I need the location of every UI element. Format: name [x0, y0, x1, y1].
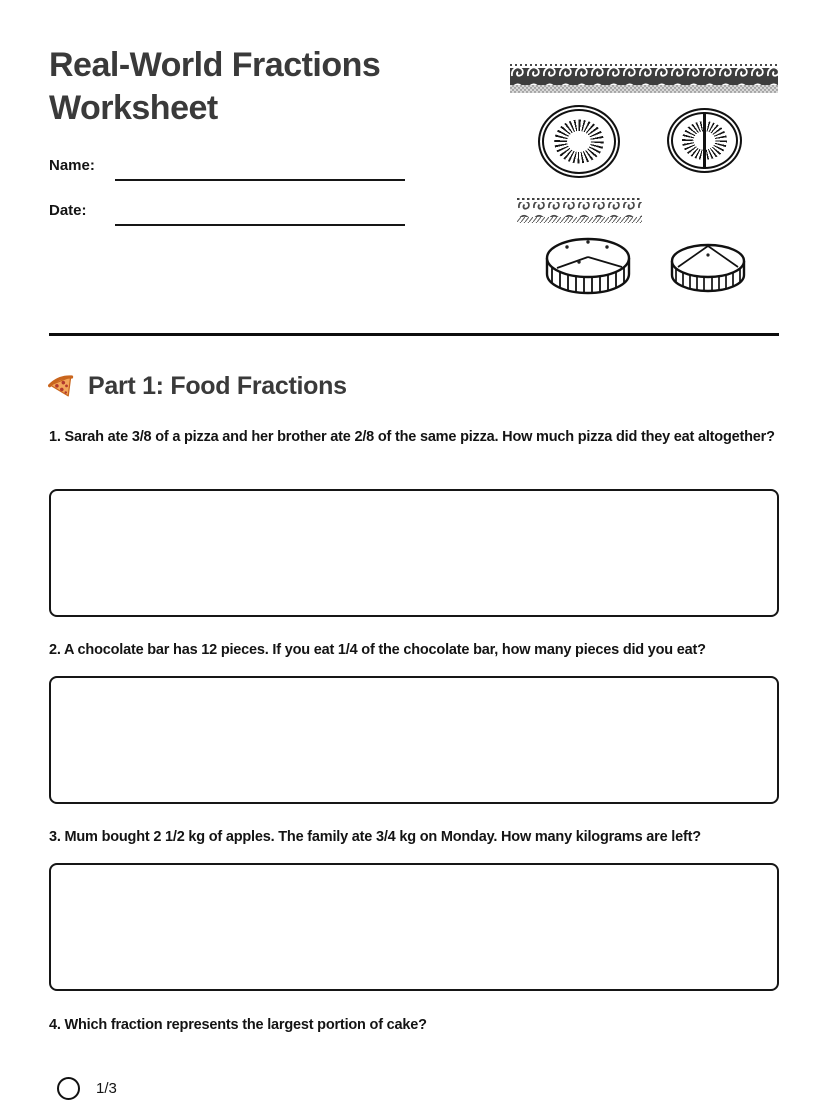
- answer-box-2[interactable]: [49, 676, 779, 804]
- answer-box-3[interactable]: [49, 863, 779, 991]
- question-3: 3. Mum bought 2 1/2 kg of apples. The family ate 3/4 kg on Monday. How many kilograms are left?: [49, 829, 701, 845]
- name-input-line[interactable]: [115, 179, 405, 181]
- question-2: 2. A chocolate bar has 12 pieces. If you eat 1/4 of the chocolate bar, how many pieces did you eat?: [49, 642, 706, 658]
- name-field-row: [49, 157, 95, 187]
- pizza-icon: [48, 373, 76, 401]
- question-4: 4. Which fraction represents the largest portion of cake?: [49, 1017, 427, 1033]
- section-title: Part 1: Food Fractions: [88, 372, 347, 400]
- section-heading: [48, 372, 347, 401]
- ornamental-border-small-icon: [517, 197, 642, 224]
- answer-box-1[interactable]: [49, 489, 779, 617]
- kiwi-slice-icon: [538, 105, 620, 178]
- date-field-row: [49, 202, 87, 232]
- cake-icon: [668, 239, 748, 297]
- date-input-line[interactable]: [115, 224, 405, 226]
- question-1: 1. Sarah ate 3/8 of a pizza and her brother ate 2/8 of the same pizza. How much pizza did they eat altogether?: [49, 429, 775, 445]
- page-title: Real-World Fractions Worksheet: [49, 46, 381, 127]
- option-label: 1/3: [96, 1079, 117, 1097]
- cake-with-slice-icon: [543, 234, 633, 298]
- date-label: Date:: [49, 202, 87, 219]
- ornamental-border-icon: [510, 63, 778, 93]
- name-label: Name:: [49, 157, 95, 174]
- kiwi-slice-halved-icon: [667, 108, 742, 173]
- section-divider: [49, 333, 779, 336]
- option-row-1-3[interactable]: [57, 1076, 117, 1100]
- radio-button[interactable]: [57, 1077, 80, 1100]
